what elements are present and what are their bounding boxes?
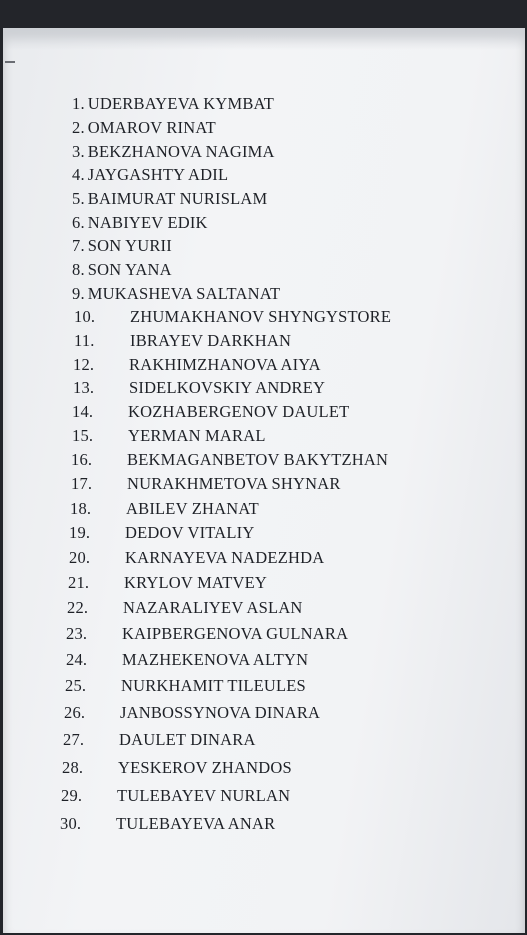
paper-sheet	[3, 28, 525, 933]
list-item	[72, 236, 172, 256]
list-item	[72, 189, 267, 209]
list-item-number: 18.	[70, 499, 92, 518]
list-item-number: 7.	[72, 236, 85, 255]
list-item-number: 27.	[63, 730, 85, 749]
list-item-name: YESKEROV ZHANDOS	[118, 758, 292, 777]
list-item-name: SIDELKOVSKIY ANDREY	[129, 378, 326, 397]
list-item-name: SON YANA	[87, 260, 172, 279]
list-item-number: 11.	[74, 331, 95, 350]
list-item-name: NABIYEV EDIK	[87, 213, 208, 232]
list-item	[72, 260, 172, 280]
list-item	[68, 573, 267, 593]
list-item-number: 5.	[72, 189, 85, 208]
list-item	[71, 474, 341, 494]
list-item-number: 10.	[74, 307, 96, 326]
list-item	[72, 213, 208, 233]
list-item	[72, 284, 280, 304]
list-item-name: BAIMURAT NURISLAM	[87, 189, 268, 208]
list-item-number: 20.	[69, 548, 91, 567]
list-item-number: 1.	[72, 94, 85, 113]
list-item-number: 2.	[72, 118, 85, 137]
list-item-number: 13.	[73, 378, 95, 397]
list-item-name: SON YURII	[87, 236, 172, 255]
list-item-number: 4.	[72, 165, 85, 184]
list-item-number: 22.	[67, 598, 89, 617]
list-item-name: UDERBAYEVA KYMBAT	[87, 94, 275, 113]
list-item-name: JANBOSSYNOVA DINARA	[120, 703, 321, 722]
list-item-name: MAZHEKENOVA ALTYN	[122, 650, 309, 669]
list-item	[72, 165, 228, 185]
list-item-name: JAYGASHTY ADIL	[87, 165, 229, 184]
list-item	[60, 814, 275, 834]
list-item	[61, 786, 290, 806]
list-item-name: ABILEV ZHANAT	[126, 499, 259, 518]
list-item-name: IBRAYEV DARKHAN	[130, 331, 292, 350]
list-item	[69, 548, 324, 568]
list-item-name: RAKHIMZHANOVA AIYA	[129, 355, 321, 374]
list-item	[64, 703, 320, 723]
list-item-number: 8.	[72, 260, 85, 279]
list-item	[67, 598, 303, 618]
name-list	[3, 28, 525, 933]
list-item-name: MUKASHEVA SALTANAT	[87, 284, 281, 303]
list-item	[66, 650, 308, 670]
list-item-name: YERMAN MARAL	[128, 426, 266, 445]
list-item-name: ZHUMAKHANOV SHYNGYSTORE	[130, 307, 392, 326]
list-item	[72, 94, 274, 114]
list-item	[74, 331, 291, 351]
list-item-number: 12.	[73, 355, 95, 374]
list-item	[72, 402, 349, 422]
list-item-name: BEKMAGANBETOV BAKYTZHAN	[127, 450, 389, 469]
list-item-name: OMAROV RINAT	[87, 118, 216, 137]
list-item-name: KAIPBERGENOVA GULNARA	[122, 624, 349, 643]
list-item	[65, 676, 306, 696]
list-item	[63, 730, 256, 750]
list-item	[71, 450, 388, 470]
list-item-name: TULEBAYEVA ANAR	[116, 814, 276, 833]
list-item-name: KARNAYEVA NADEZHDA	[125, 548, 325, 567]
list-item	[72, 118, 216, 138]
list-item-name: DAULET DINARA	[119, 730, 256, 749]
list-item-name: BEKZHANOVA NAGIMA	[87, 142, 275, 161]
list-item-number: 9.	[72, 284, 85, 303]
list-item-number: 29.	[61, 786, 83, 805]
list-item	[62, 758, 292, 778]
list-item	[73, 355, 321, 375]
list-item-number: 25.	[65, 676, 87, 695]
list-item-name: KOZHABERGENOV DAULET	[128, 402, 350, 421]
list-item-number: 30.	[60, 814, 82, 833]
list-item	[66, 624, 348, 644]
list-item-name: NAZARALIYEV ASLAN	[123, 598, 303, 617]
list-item-number: 6.	[72, 213, 85, 232]
list-item	[72, 142, 275, 162]
list-item	[74, 307, 391, 327]
list-item-name: NURAKHMETOVA SHYNAR	[127, 474, 341, 493]
list-item-name: DEDOV VITALIY	[125, 523, 255, 542]
list-item-number: 23.	[66, 624, 88, 643]
list-item-number: 15.	[72, 426, 94, 445]
list-item-number: 16.	[71, 450, 93, 469]
list-item-number: 21.	[68, 573, 90, 592]
list-item	[69, 523, 254, 543]
list-item-number: 28.	[62, 758, 84, 777]
list-item	[72, 426, 266, 446]
list-item-name: NURKHAMIT TILEULES	[121, 676, 306, 695]
list-item-number: 26.	[64, 703, 86, 722]
list-item-number: 3.	[72, 142, 85, 161]
list-item-number: 19.	[69, 523, 91, 542]
list-item	[73, 378, 325, 398]
list-item-number: 17.	[71, 474, 93, 493]
list-item-number: 24.	[66, 650, 88, 669]
list-item-name: TULEBAYEV NURLAN	[117, 786, 291, 805]
list-item	[70, 499, 259, 519]
list-item-name: KRYLOV MATVEY	[124, 573, 268, 592]
list-item-number: 14.	[72, 402, 94, 421]
